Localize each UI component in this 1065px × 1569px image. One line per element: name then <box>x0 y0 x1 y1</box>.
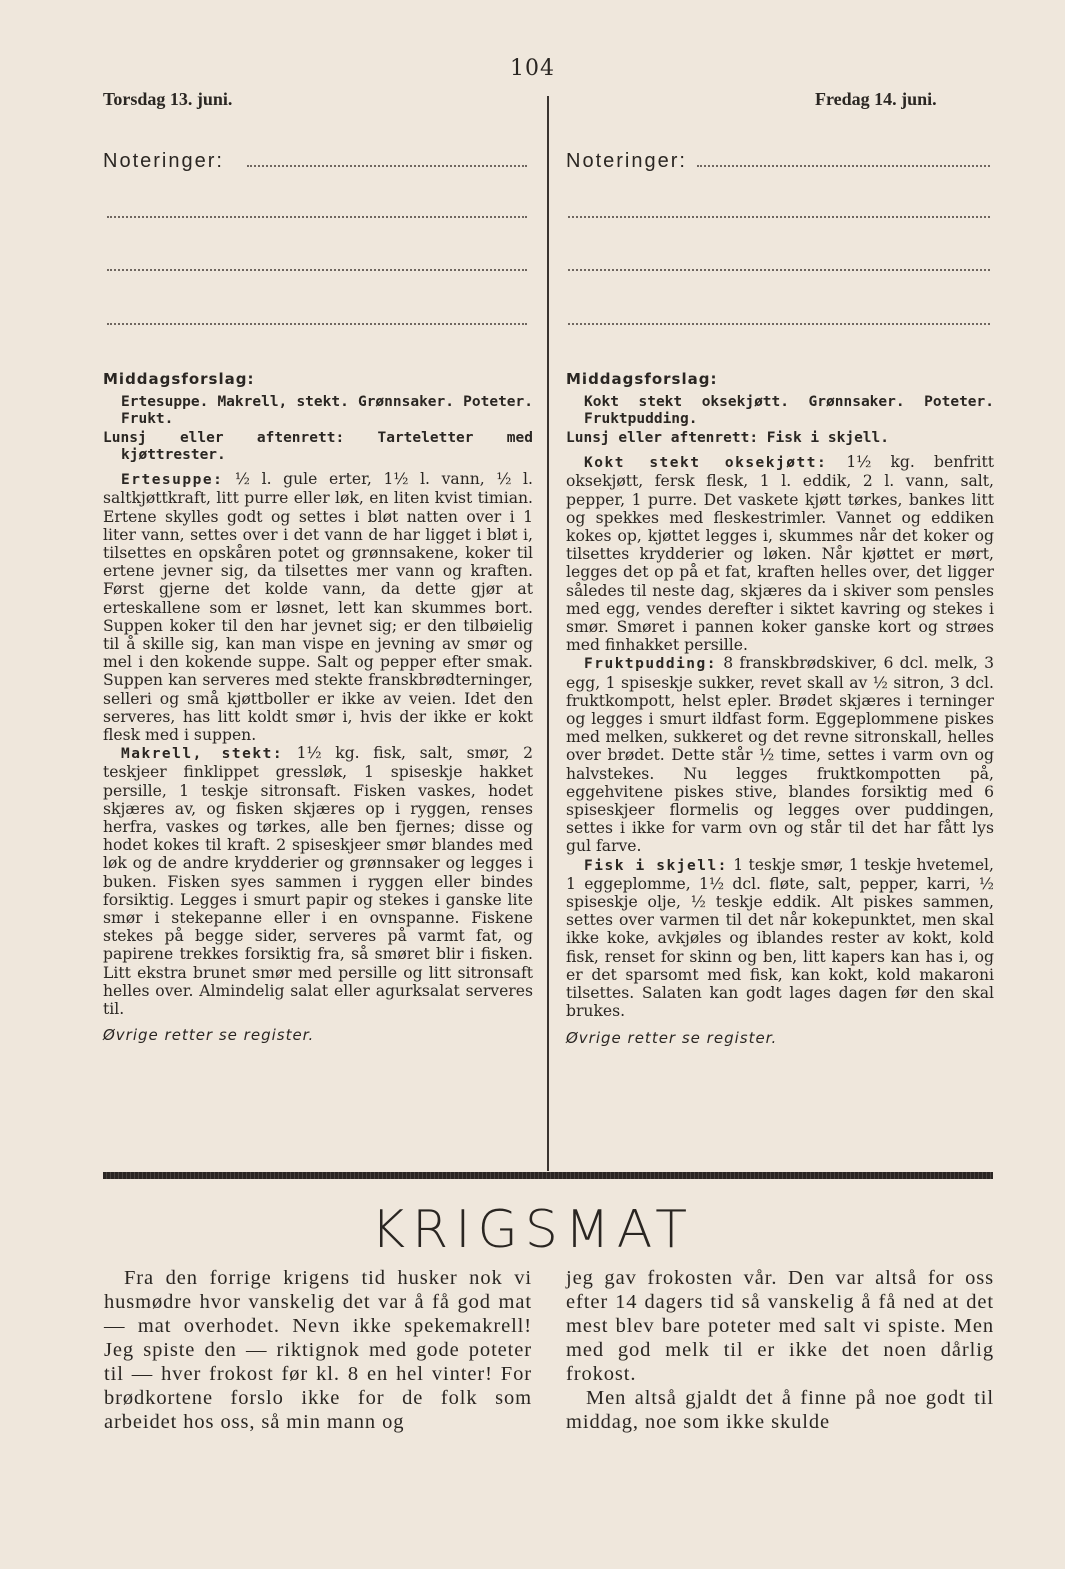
right-recipe-fisk-title: Fisk i skjell: <box>584 857 728 874</box>
page-number: 104 <box>510 56 555 81</box>
right-dinner-label: Middagsforslag: <box>566 370 718 388</box>
left-notes-line-3 <box>107 269 527 271</box>
article-title: KRIGSMAT <box>370 1200 695 1260</box>
right-notes-line-2 <box>568 216 990 218</box>
right-recipe-column <box>566 370 994 1047</box>
right-lunch: Lunsj eller aftenrett: Fisk i skjell. <box>566 430 890 447</box>
right-recipe-fruktpudding-title: Fruktpudding: <box>584 656 717 673</box>
left-other-dishes: Øvrige retter se register. <box>103 1026 315 1045</box>
article-right-column <box>566 1266 994 1434</box>
article-right-paragraph-1: jeg gav frokosten vår. Den var altså for oss efter 14 dagers tid så vanskelig å få ned at det mest blev bare poteter med salt vi spiste. Men med god melk til er ikke det noen dårlig frokost. <box>566 1267 994 1385</box>
left-notes-line-4 <box>107 323 527 325</box>
right-other-dishes: Øvrige retter se register. <box>566 1028 778 1047</box>
left-recipe-ertesuppe <box>103 470 533 744</box>
right-recipe-fisk-text: 1 teskje smør, 1 teskje hvetemel, 1 eggeplomme, 1½ dcl. fløte, salt, pepper, karri, ½ spiseskje olje, ½ teskje eddik. Alt piskes sammen, settes over varmen til det når kokepunktet, men skal ikke koke, avkjøles og iblandes rester av kokt, kold fisk, renset for skinn og ben, litt kapers kan has i, og er det sparsomt med fisk, kan kokt, kold makaroni tilsettes. Salaten kan godt lages dagen før den skal brukes. <box>566 855 994 1021</box>
left-dinner-menu: Ertesuppe. Makrell, stekt. Grønnsaker. Poteter. Frukt. <box>121 394 533 428</box>
right-recipe-oksekjott <box>566 453 994 654</box>
left-recipe-makrell-text: 1½ kg. fisk, salt, smør, 2 teskjeer finklippet gressløk, 1 spiseskje hakket persille, 1 teskje sitronsaft. Fisken vaskes, hodet skjæres av, og fisken skjæres op i ryggen, renses herfra, vaskes og tørkes, alle ben fjernes; disse og hodet kokes til kraft. 2 spiseskjeer smør blandes med løk og de andre krydderier og grønnsaker og legges i buken. Fisken syes sammen i ryggen eller bindes forsiktig. Legges i smurt papir og stekes i ganske lite smør i stekepanne eller i en ovnspanne. Fiskene stekes på begge sider, serveres på varmt fat, og papirene trekkes forsiktig fra, så smøret blir i fisken. Litt ekstra brunet smør med persille og litt sitronsaft helles over. Almindelig salat eller agurksalat serveres til. <box>103 744 533 1019</box>
left-recipe-column <box>103 370 533 1045</box>
right-recipe-oksekjott-title: Kokt stekt oksekjøtt: <box>584 455 828 472</box>
left-lunch: Lunsj eller aftenrett: Tarteletter med kjøttrester. <box>103 430 533 464</box>
right-notes-label: Noteringer: <box>566 150 687 172</box>
column-divider <box>547 96 549 1171</box>
left-notes-line-1 <box>247 165 527 167</box>
right-day-title: Fredag 14. juni. <box>815 89 937 109</box>
left-recipe-makrell <box>103 744 533 1018</box>
left-notes-label: Noteringer: <box>103 150 224 172</box>
left-recipe-makrell-title: Makrell, stekt: <box>121 746 284 763</box>
article-left-paragraph: Fra den forrige krigens tid husker nok vi husmødre hvor vanskelig det var å få god mat — mat overhodet. Nevn ikke spekemakrell! Jeg spiste den — riktignok med gode poteter til — hver frokost før kl. 8 en hel vinter! For brødkortene forslo ikke for de folk som arbeidet hos oss, så min mann og <box>104 1267 532 1433</box>
article-right-paragraph-2: Men altså gjaldt det å finne på noe godt til middag, noe som ikke skulde <box>566 1387 994 1433</box>
right-recipe-fruktpudding-text: 8 franskbrødskiver, 6 dcl. melk, 3 egg, 1 spiseskje sukker, revet skall av ½ sitron, 3 dcl. fruktkompott, helst epler. Brødet skjæres i terninger og legges i smurt ildfast form. Eggeplommene piskes med melken, sukkeret og det revne sitronskall, helles over brødet. Dette står ½ time, settes i varm ovn og halvstekes. Nu legges fruktkompotten på, eggehvitene piskes stive, blandes forsiktig med 6 spiseskjeer flormelis og legges over puddingen, settes i ikke for varm ovn og står til det har fått lys gul farve. <box>566 654 994 856</box>
right-recipe-oksekjott-text: 1½ kg. benfritt oksekjøtt, fersk flesk, 1 l. eddik, 2 l. vann, salt, pepper, 1 purre. Det vaskete kjøtt tørkes, bankes litt og spekkes med fleskestrimler. Vannet og eddiken kokes op, kjøttet legges i, skummes når det koker og tilsettes krydderier og løken. Når kjøttet er mørt, legges det op på et fat, kraften helles over, det ligger således til neste dag, skjæres da i skiver som pensles med egg, vendes derefter i siktet kavring og stekes i smør. Smøret i pannen koker ganske kort og strøes med finhakket persille. <box>566 453 994 655</box>
left-day-title: Torsdag 13. juni. <box>103 89 233 109</box>
left-recipe-ertesuppe-text: ½ l. gule erter, 1½ l. vann, ½ l. saltkjøttkraft, litt purre eller løk, en liten kvist timian. Ertene skylles godt og settes i bløt natten over i 1 liter vann, settes over i det vann de har ligget i bløt i, tilsettes en opskåren potet og grønnsakene, koker til ertene jevner sig, da tilsettes mer vann og kraften. Først gjerne det kolde vann, da dette gjør at erteskallene som er løsnet, lett kan skummes bort. Suppen koker til den har jevnet sig; er den tilbøielig til å skille sig, kan man vispe en jevning av smør og mel i den kokende suppe. Salt og pepper efter smak. Suppen kan serveres med stekte franskbrødterninger, selleri og små kjøttboller er ikke av veien. Idet den serveres, has litt koldt smør i, hvis der ikke er kokt flesk med i suppen. <box>103 470 533 745</box>
section-rule <box>103 1172 993 1179</box>
article-left-column <box>104 1266 532 1434</box>
left-recipe-ertesuppe-title: Ertesuppe: <box>121 472 224 489</box>
right-recipe-fisk-i-skjell <box>566 856 994 1021</box>
left-dinner-label: Middagsforslag: <box>103 370 255 388</box>
right-notes-line-3 <box>568 269 990 271</box>
right-notes-line-1 <box>697 165 990 167</box>
right-recipe-fruktpudding <box>566 654 994 855</box>
right-notes-line-4 <box>568 323 990 325</box>
left-notes-line-2 <box>107 216 527 218</box>
right-dinner-menu: Kokt stekt oksekjøtt. Grønnsaker. Poteter. Fruktpudding. <box>584 394 994 428</box>
